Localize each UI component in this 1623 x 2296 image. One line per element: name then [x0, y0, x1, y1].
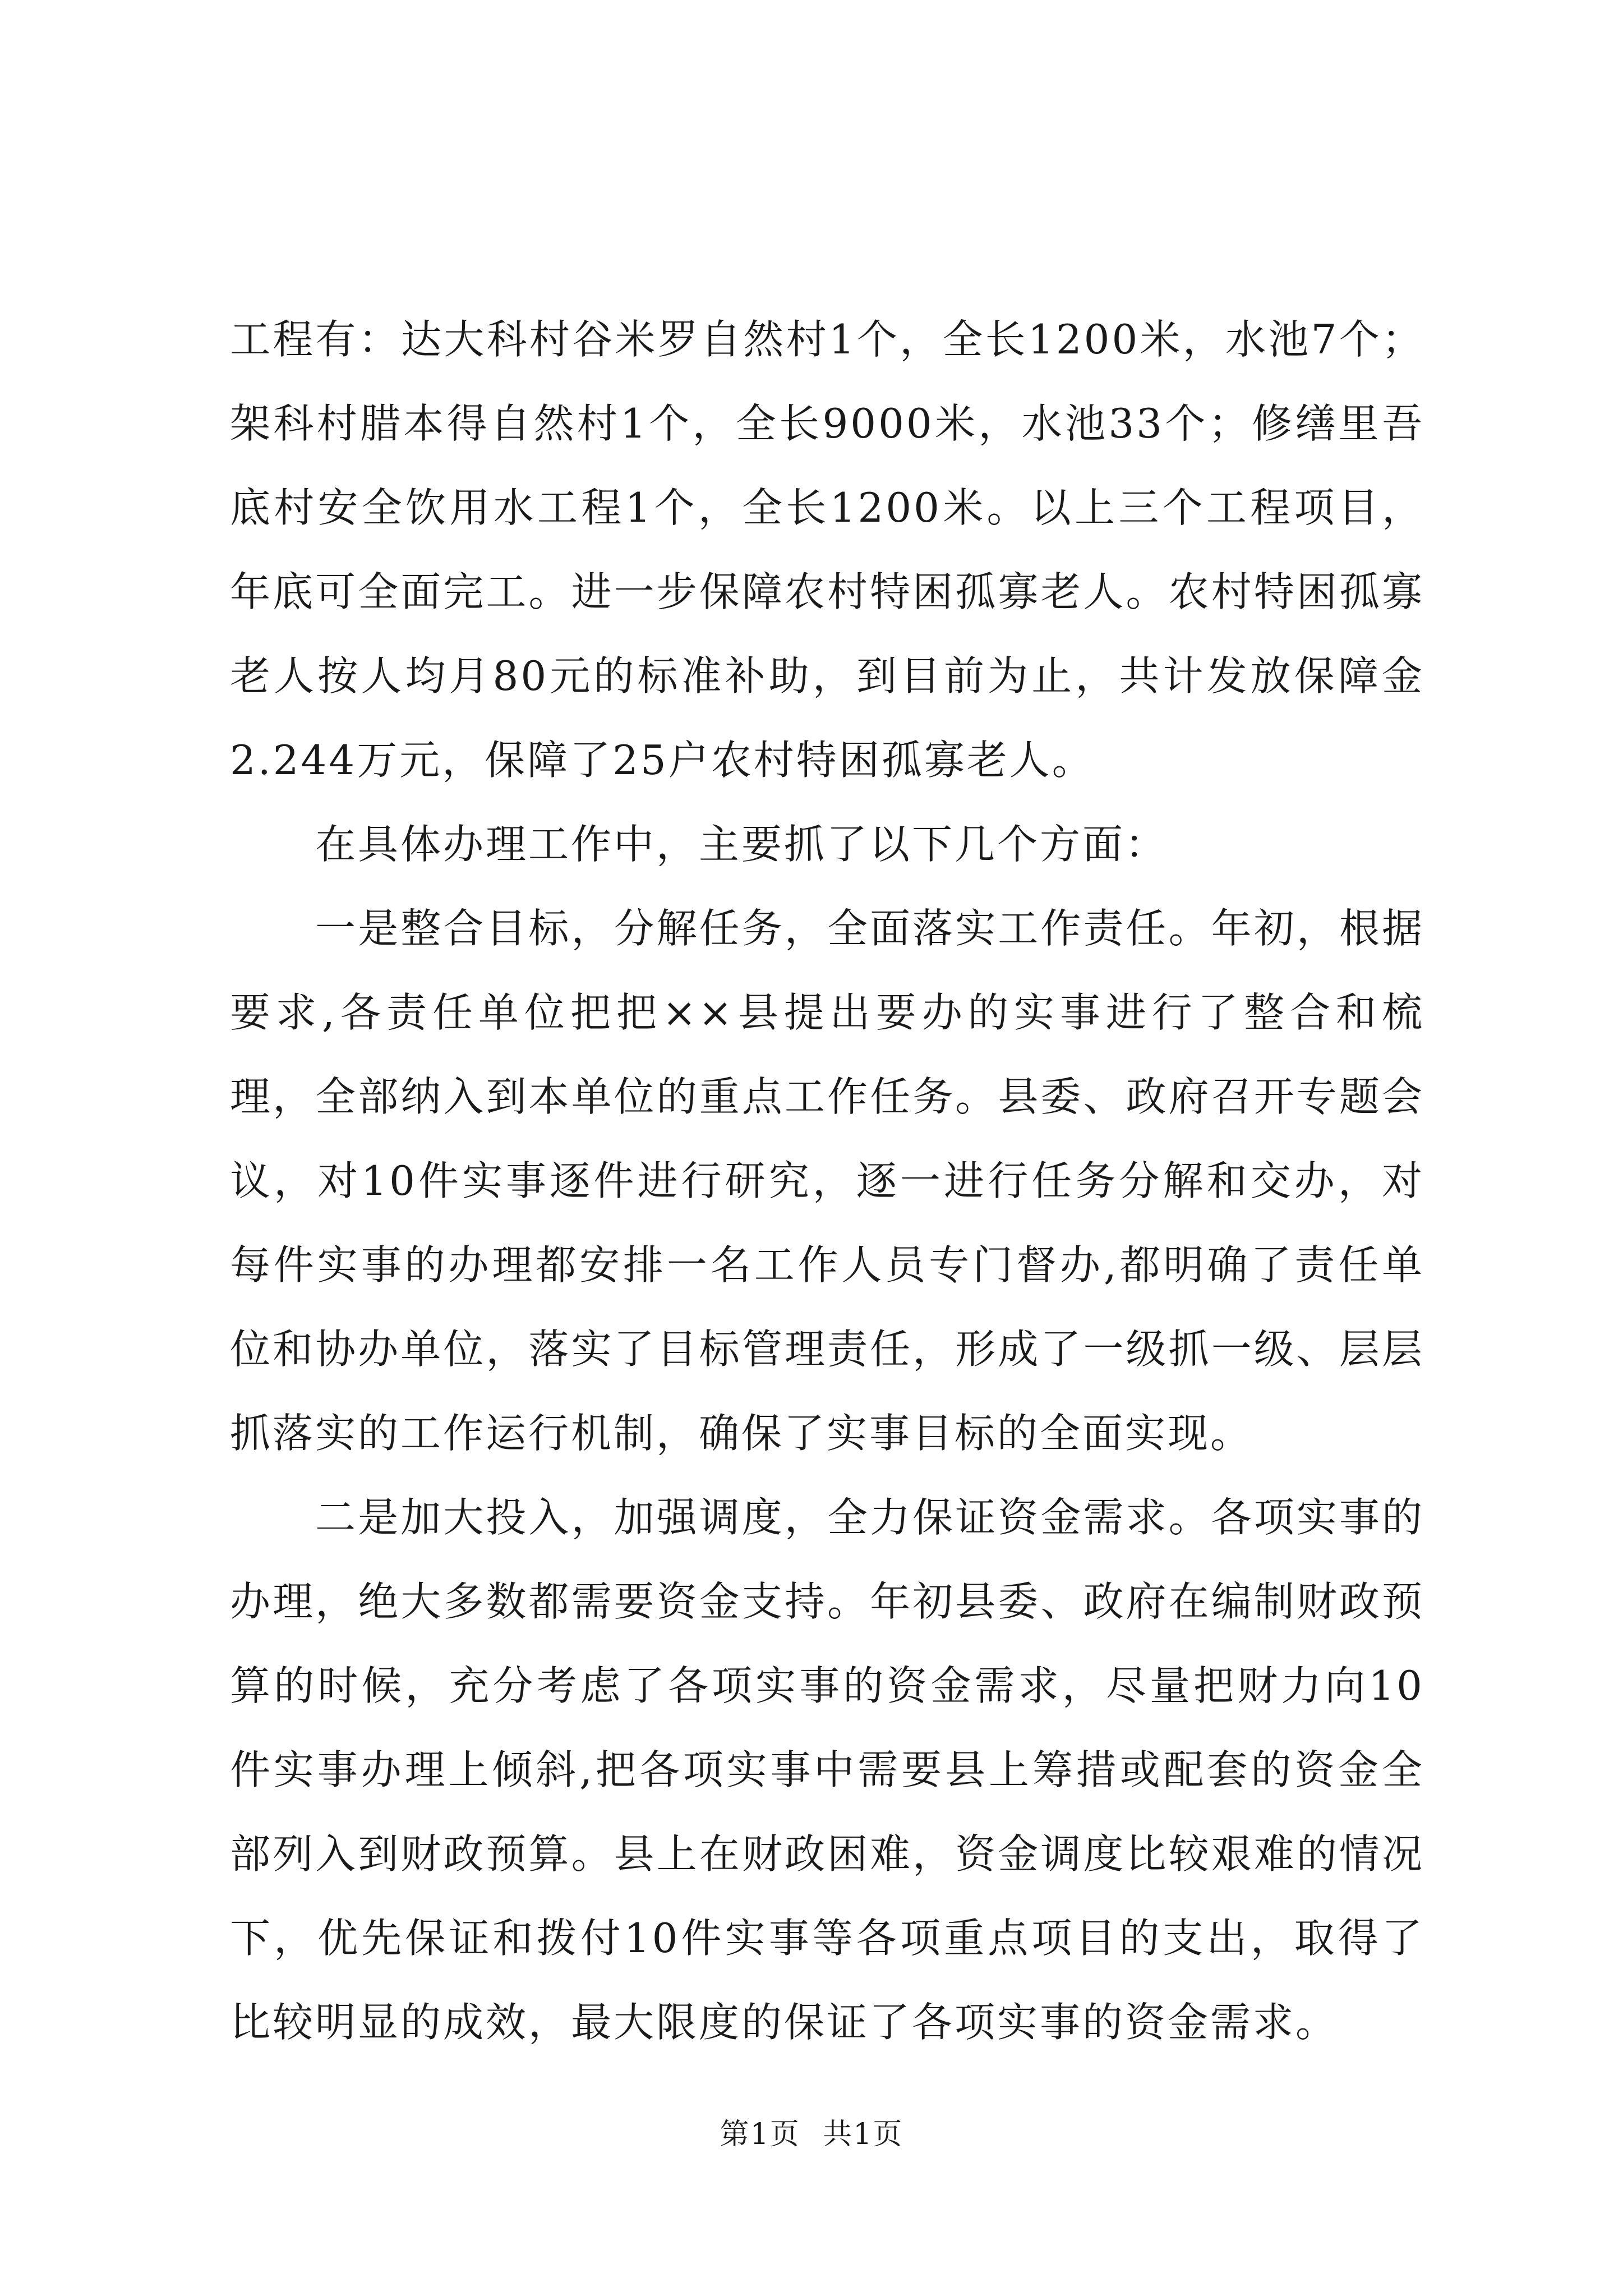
page-number: 第1页	[720, 2118, 800, 2151]
paragraph-point-one: 一是整合目标，分解任务，全面落实工作责任。年初，根据要求,各责任单位把把××县提出要办的实事进行了整合和梳理，全部纳入到本单位的重点工作任务。县委、政府召开专题会议，对10件实事逐件进行研究，逐一进行任务分解和交办，对每件实事的办理都安排一名工作人员专门督办,都明确了责任单位和协办单位，落实了目标管理责任，形成了一级抓一级、层层抓落实的工作运行机制，确保了实事目标的全面实现。	[230, 905, 1424, 1457]
paragraph-point-two: 二是加大投入，加强调度，全力保证资金需求。各项实事的办理，绝大多数都需要资金支持。年初县委、政府在编制财政预算的时候，充分考虑了各项实事的资金需求，尽量把财力向10件实事办理上倾斜,把各项实事中需要县上筹措或配套的资金全部列入到财政预算。县上在财政困难，资金调度比较艰难的情况下，优先保证和拨付10件实事等各项重点项目的支出，取得了比较明显的成效，最大限度的保证了各项实事的资金需求。	[230, 1494, 1424, 2046]
page-footer	[0, 2115, 1623, 2154]
paragraph-continuation: 工程有：达大科村谷米罗自然村1个，全长1200米，水池7个；架科村腊本得自然村1个，全长9000米，水池33个；修缮里吾底村安全饮用水工程1个，全长1200米。以上三个工程项目，年底可全面完工。进一步保障农村特困孤寡老人。农村特困孤寡老人按人均月80元的标准补助，到目前为止，共计发放保障金2.244万元，保障了25户农村特困孤寡老人。	[230, 316, 1424, 784]
page-total: 共1页	[823, 2118, 903, 2151]
paragraph-intro: 在具体办理工作中，主要抓了以下几个方面：	[315, 821, 1168, 868]
document-body	[230, 297, 1424, 2064]
